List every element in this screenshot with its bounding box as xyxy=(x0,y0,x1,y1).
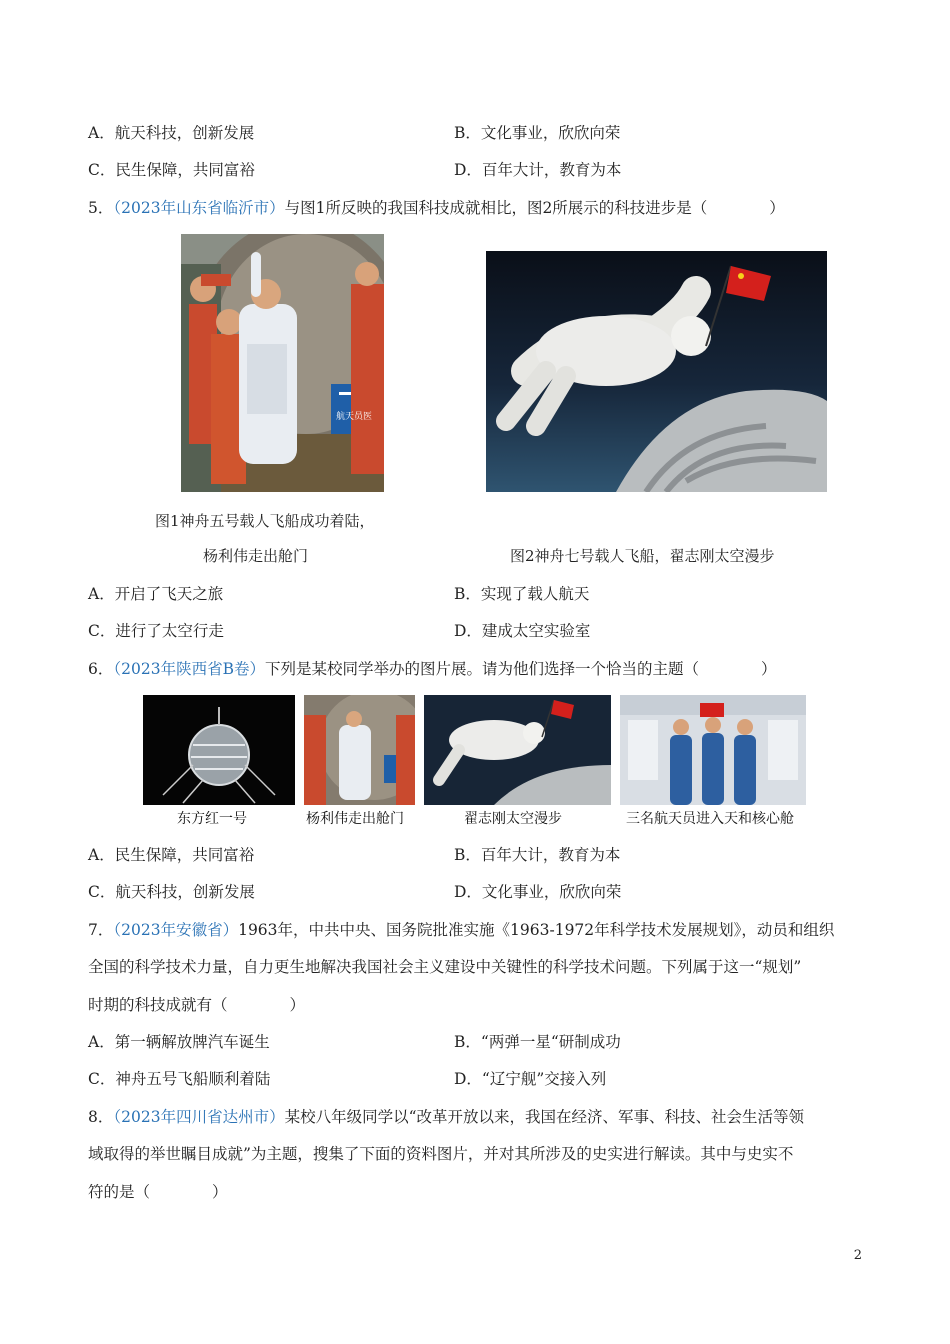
spacewalk-illustration xyxy=(424,695,611,805)
satellite-illustration xyxy=(143,695,295,805)
q7-option-a: A．第一辆解放牌汽车诞生 xyxy=(88,1033,270,1051)
q8-line-2: 域取得的举世瞩目成就”为主题，搜集了下面的资料图片，并对其所涉及的史实进行解读。其中与史实不 xyxy=(88,1145,794,1163)
q6-option-b: B．百年大计，教育为本 xyxy=(454,846,621,864)
fig2-illustration xyxy=(486,251,827,492)
strip-photo-1 xyxy=(143,695,295,805)
q8-line-3: 符的是（ ） xyxy=(88,1183,228,1201)
strip-label-2: 杨利伟走出舱门 xyxy=(306,811,404,827)
fig2-photo xyxy=(486,251,827,492)
q7-line-3: 时期的科技成就有（ ） xyxy=(88,996,306,1014)
q7-option-c: C．神舟五号飞船顺利着陆 xyxy=(88,1070,271,1088)
q8-number: 8． xyxy=(88,1108,114,1126)
q5-stem xyxy=(88,196,785,218)
page-number: 2 xyxy=(853,1248,862,1263)
tianhe-illustration xyxy=(620,695,806,805)
q7-option-b: B．“两弹一星“研制成功 xyxy=(454,1033,621,1051)
q8-line-1 xyxy=(88,1105,804,1127)
strip-photo-2 xyxy=(304,695,415,805)
q7-text-1: 1963年，中共中央、国务院批准实施《1963-1972年科学技术发展规划》，动员和组织 xyxy=(238,921,835,939)
fig1-badge-text: 航天员医 xyxy=(336,412,373,422)
q6-stem xyxy=(88,657,776,679)
q4-option-d: D．百年大计，教育为本 xyxy=(454,161,622,179)
q6-source: （2023年陕西省B卷） xyxy=(113,660,265,678)
strip-photo-4 xyxy=(620,695,806,805)
q8-source: （2023年四川省达州市） xyxy=(113,1108,285,1126)
q7-source: （2023年安徽省） xyxy=(113,921,239,939)
q7-line-2: 全国的科学技术力量，自力更生地解决我国社会主义建设中关键性的科学技术问题。下列属于这一“规划” xyxy=(88,958,802,976)
fig2-caption: 图2神舟七号载人飞船，翟志刚太空漫步 xyxy=(510,547,775,565)
strip-photo-3 xyxy=(424,695,611,805)
q7-number: 7． xyxy=(88,921,114,939)
fig1-caption-line2: 杨利伟走出舱门 xyxy=(203,547,309,565)
fig1-photo xyxy=(181,234,384,492)
strip-label-1: 东方红一号 xyxy=(177,811,247,827)
q6-option-a: A．民生保障，共同富裕 xyxy=(88,846,255,864)
q4-option-a: A．航天科技，创新发展 xyxy=(88,124,255,142)
q4-option-c: C．民生保障，共同富裕 xyxy=(88,161,255,179)
fig1-illustration xyxy=(181,234,384,492)
strip-label-4: 三名航天员进入天和核心舱 xyxy=(626,811,794,827)
q5-text: 与图1所反映的我国科技成就相比，图2所展示的科技进步是（ ） xyxy=(284,199,785,217)
q8-text-1: 某校八年级同学以“改革开放以来，我国在经济、军事、科技、社会生活等领 xyxy=(284,1108,805,1126)
q4-option-b: B．文化事业，欣欣向荣 xyxy=(454,124,621,142)
q7-option-d: D．“辽宁舰”交接入列 xyxy=(454,1070,607,1088)
q5-option-b: B．实现了载人航天 xyxy=(454,585,590,603)
q6-option-c: C．航天科技，创新发展 xyxy=(88,883,255,901)
fig1-caption-line1: 图1神舟五号载人飞船成功着陆， xyxy=(155,512,375,530)
q5-option-c: C．进行了太空行走 xyxy=(88,622,224,640)
strip-label-3: 翟志刚太空漫步 xyxy=(464,811,562,827)
q6-number: 6． xyxy=(88,660,114,678)
q5-source: （2023年山东省临沂市） xyxy=(113,199,285,217)
yang-liwei-illustration xyxy=(304,695,415,805)
q5-option-a: A．开启了飞天之旅 xyxy=(88,585,224,603)
q7-line-1 xyxy=(88,918,834,940)
q5-number: 5． xyxy=(88,199,114,217)
q6-text: 下列是某校同学举办的图片展。请为他们选择一个恰当的主题（ ） xyxy=(264,660,777,678)
q6-option-d: D．文化事业，欣欣向荣 xyxy=(454,883,622,901)
q5-option-d: D．建成太空实验室 xyxy=(454,622,591,640)
